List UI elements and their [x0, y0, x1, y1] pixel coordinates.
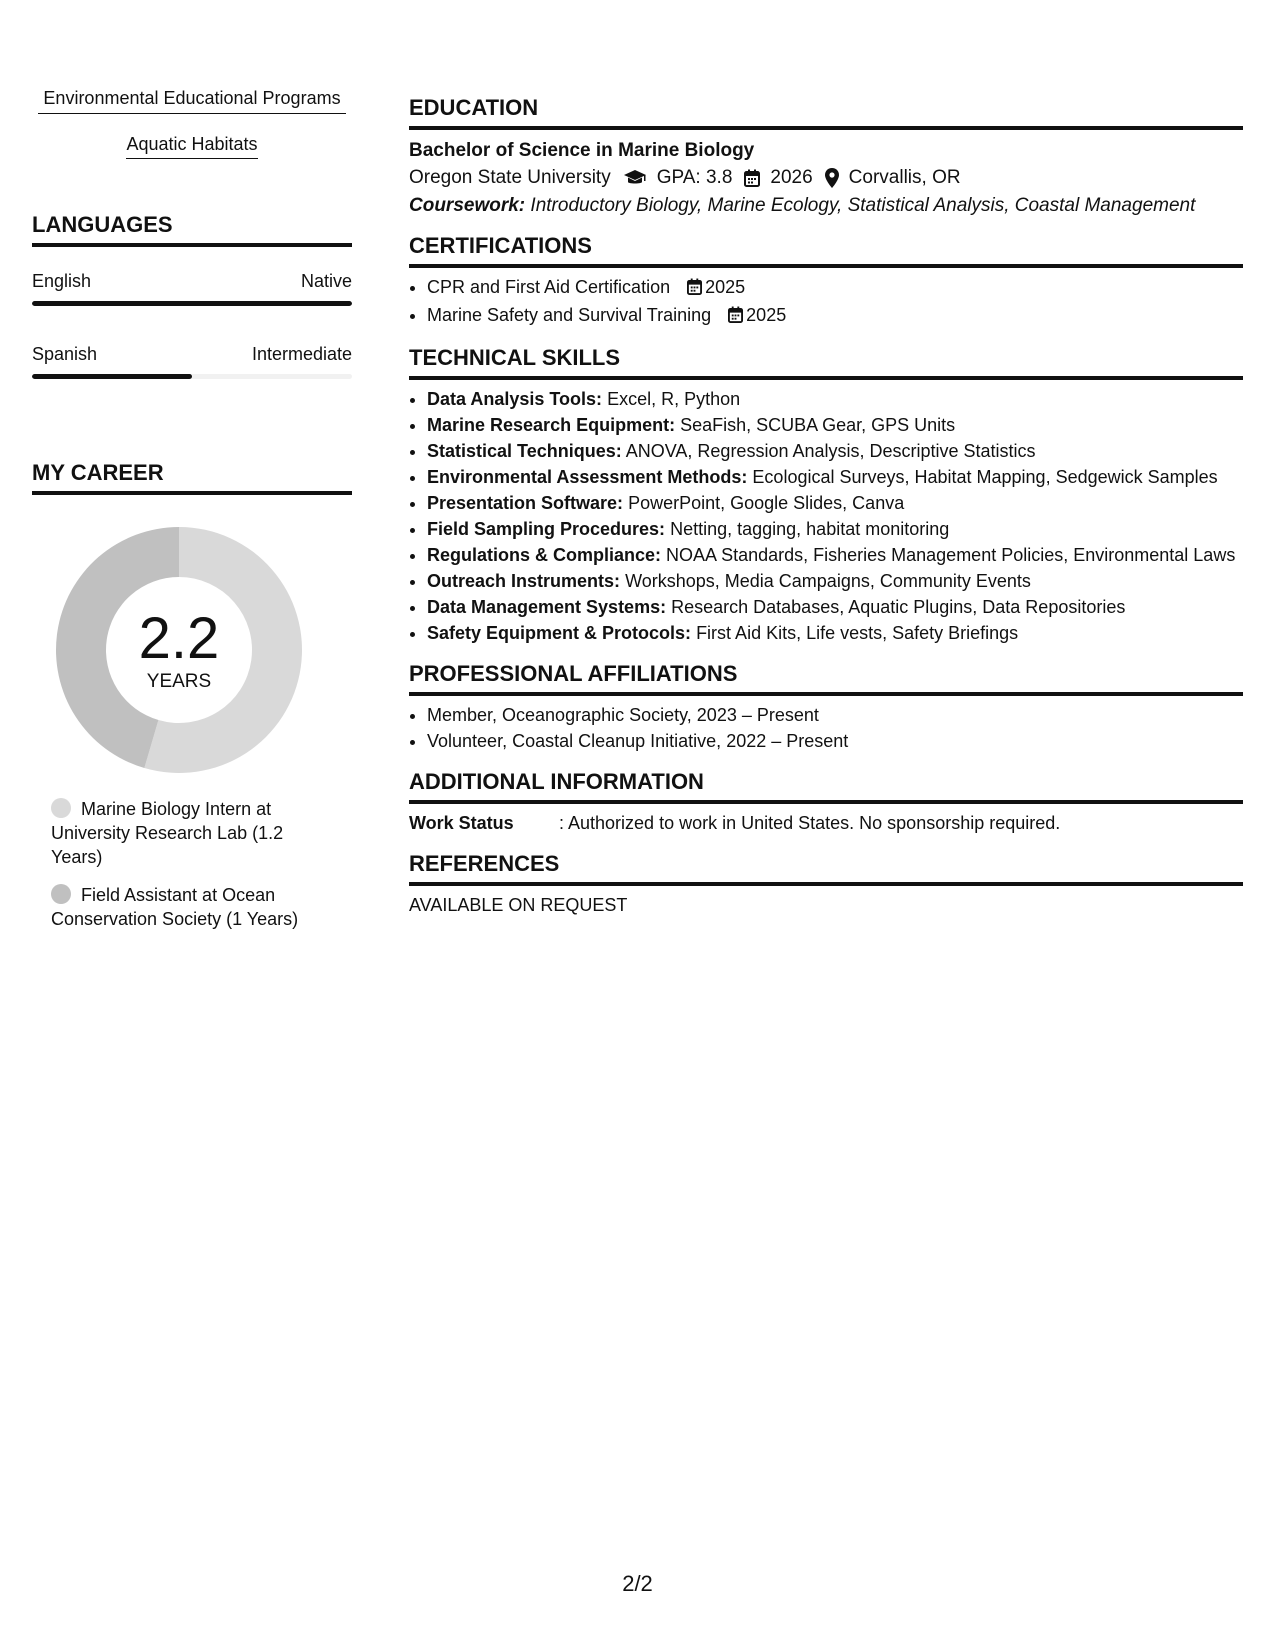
- language-proficiency-bar: [32, 374, 352, 379]
- language-level: Intermediate: [251, 344, 352, 364]
- work-status-row: [409, 810, 1243, 836]
- calendar-icon: [744, 169, 760, 187]
- skill-item: [427, 568, 1243, 594]
- education-section: [409, 94, 1243, 218]
- affiliations-list: [409, 702, 1243, 754]
- additional-info-section: [409, 768, 1243, 836]
- skill-item: [427, 620, 1243, 646]
- skill-value: ANOVA, Regression Analysis, Descriptive Statistics: [625, 441, 1036, 461]
- work-status-value: : Authorized to work in United States. No sponsorship required.: [559, 813, 1061, 833]
- work-status-label: Work Status: [409, 813, 514, 833]
- language-proficiency-fill: [32, 301, 352, 306]
- skill-label: Outreach Instruments:: [427, 571, 621, 591]
- sidebar: [32, 86, 352, 945]
- career-legend-label: Field Assistant at Ocean Conservation Society (1 Years): [51, 885, 299, 929]
- skill-item: [427, 412, 1243, 438]
- affiliations-section: [409, 660, 1243, 754]
- references-section: [409, 850, 1243, 918]
- career-legend-item: [51, 883, 321, 931]
- coursework: [409, 194, 1243, 218]
- language-name: English: [32, 271, 92, 291]
- skill-item: [427, 464, 1243, 490]
- coursework-label: Coursework:: [409, 195, 526, 216]
- skill-item: [427, 594, 1243, 620]
- technical-skills-heading: TECHNICAL SKILLS: [409, 344, 1243, 380]
- career-total-years: 2.2: [138, 606, 220, 671]
- skill-label: Marine Research Equipment:: [427, 415, 676, 435]
- interest-item: Aquatic Habitats: [126, 132, 257, 159]
- career-legend: [51, 797, 321, 931]
- skill-value: Workshops, Media Campaigns, Community Events: [625, 571, 1031, 591]
- certification-item: [427, 274, 1243, 302]
- school-name: Oregon State University: [409, 167, 611, 188]
- skill-value: PowerPoint, Google Slides, Canva: [628, 493, 905, 513]
- education-heading: EDUCATION: [409, 94, 1243, 130]
- language-level: Native: [300, 271, 352, 291]
- certification-name: CPR and First Aid Certification: [427, 277, 671, 297]
- certification-year: 2025: [705, 277, 746, 297]
- degree-title: Bachelor of Science in Marine Biology: [409, 140, 755, 161]
- skill-value: NOAA Standards, Fisheries Management Policies, Environmental Laws: [666, 545, 1236, 565]
- skill-item: [427, 438, 1243, 464]
- skill-label: Regulations & Compliance:: [427, 545, 662, 565]
- language-name: Spanish: [32, 344, 98, 364]
- career-legend-item: [51, 797, 321, 869]
- affiliation-item: • Member, Oceanographic Society, 2023 – Present: [427, 702, 1243, 728]
- references-heading: REFERENCES: [409, 850, 1243, 886]
- skill-value: Excel, R, Python: [607, 389, 741, 409]
- legend-dot-icon: [51, 884, 71, 904]
- certification-year: 2025: [746, 305, 787, 325]
- skill-label: Data Management Systems:: [427, 597, 667, 617]
- language-row: [32, 269, 352, 293]
- skill-label: Environmental Assessment Methods:: [427, 467, 748, 487]
- skill-value: Research Databases, Aquatic Plugins, Data Repositories: [671, 597, 1126, 617]
- coursework-list: Introductory Biology, Marine Ecology, Statistical Analysis, Coastal Management: [530, 195, 1196, 216]
- skill-label: Safety Equipment & Protocols:: [427, 623, 692, 643]
- interest-item: Environmental Educational Programs: [38, 86, 346, 114]
- calendar-icon: [687, 276, 702, 302]
- skill-item: [427, 542, 1243, 568]
- calendar-icon: [728, 304, 743, 330]
- skill-label: Data Analysis Tools:: [427, 389, 603, 409]
- certifications-list: [409, 274, 1243, 330]
- graduation-year: 2026: [770, 167, 813, 188]
- legend-dot-icon: [51, 798, 71, 818]
- skill-label: Presentation Software:: [427, 493, 624, 513]
- skill-label: Field Sampling Procedures:: [427, 519, 666, 539]
- skill-value: Netting, tagging, habitat monitoring: [670, 519, 950, 539]
- language-row: [32, 342, 352, 366]
- skill-item: [427, 490, 1243, 516]
- skill-item: [427, 386, 1243, 412]
- skill-value: First Aid Kits, Life vests, Safety Briefings: [696, 623, 1019, 643]
- main-content: [409, 94, 1243, 932]
- languages-heading: LANGUAGES: [32, 211, 352, 247]
- language-proficiency-fill: [32, 374, 192, 379]
- certifications-heading: CERTIFICATIONS: [409, 232, 1243, 268]
- location-pin-icon: [825, 168, 839, 188]
- references-text: AVAILABLE ON REQUEST: [409, 895, 628, 915]
- language-proficiency-bar: [32, 301, 352, 306]
- career-heading: MY CAREER: [32, 459, 352, 495]
- affiliations-heading: PROFESSIONAL AFFILIATIONS: [409, 660, 1243, 696]
- skill-label: Statistical Techniques:: [427, 441, 622, 461]
- certification-name: Marine Safety and Survival Training: [427, 305, 712, 325]
- affiliation-item: • Volunteer, Coastal Cleanup Initiative, 2022 – Present: [427, 728, 1243, 754]
- education-meta: [409, 164, 1243, 192]
- career-legend-label: Marine Biology Intern at University Research Lab (1.2 Years): [51, 799, 284, 867]
- certification-item: [427, 302, 1243, 330]
- technical-skills-section: [409, 344, 1243, 646]
- career-donut-chart: [56, 527, 302, 773]
- certifications-section: [409, 232, 1243, 330]
- additional-info-heading: ADDITIONAL INFORMATION: [409, 768, 1243, 804]
- school-location: Corvallis, OR: [848, 167, 961, 188]
- page-number: 2/2: [622, 1571, 653, 1596]
- graduation-cap-icon: [623, 169, 647, 187]
- skill-value: Ecological Surveys, Habitat Mapping, Sedgewick Samples: [752, 467, 1218, 487]
- career-total-unit: YEARS: [146, 671, 212, 692]
- skills-list: [409, 386, 1243, 646]
- skill-item: [427, 516, 1243, 542]
- gpa: GPA: 3.8: [656, 167, 733, 188]
- skill-value: SeaFish, SCUBA Gear, GPS Units: [680, 415, 956, 435]
